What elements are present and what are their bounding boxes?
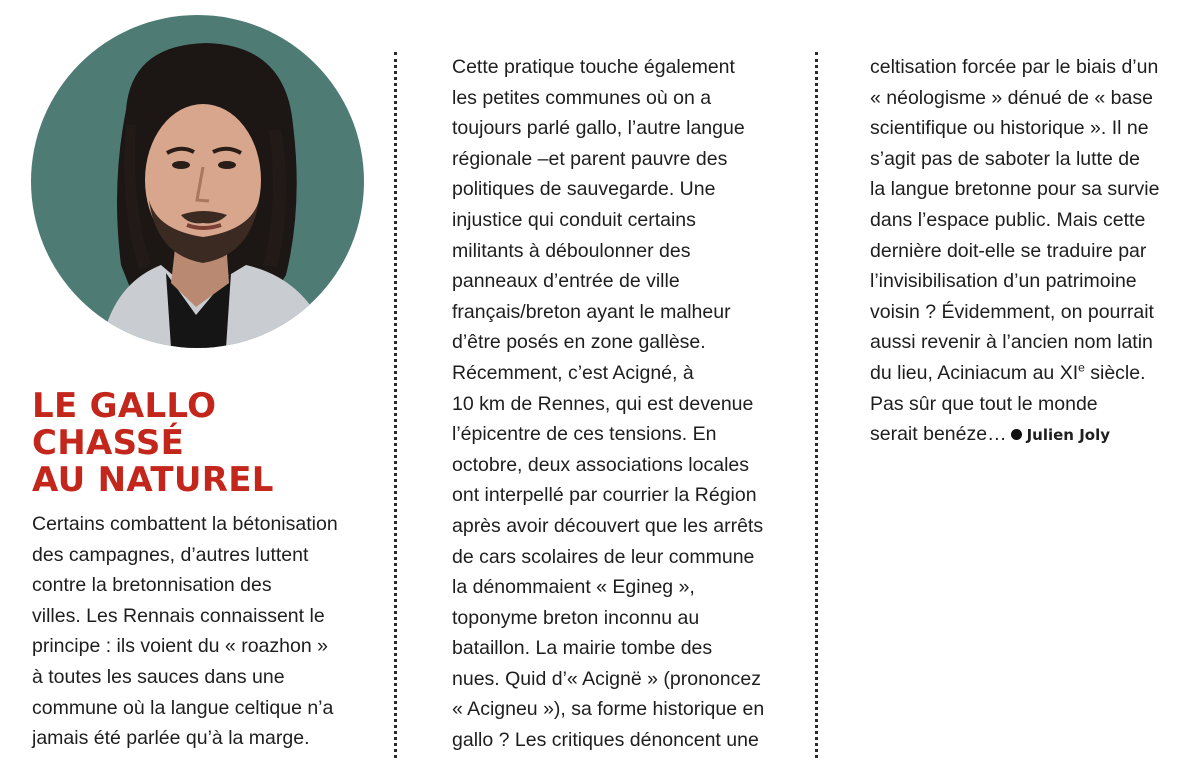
text-line: gallo ? Les critiques dénoncent une	[452, 729, 759, 752]
signoff-text: serait benéze…	[870, 423, 1007, 446]
text-line: la langue bretonne pour sa survie	[870, 178, 1160, 201]
text-line-century	[870, 358, 1159, 389]
text-line: « Acigneu »), sa forme historique en	[452, 698, 765, 721]
text-line: villes. Les Rennais connaissent le	[32, 604, 325, 627]
headline-line: CHASSÉ	[32, 423, 185, 463]
text-line: nues. Quid d’« Acignë » (prononcez	[452, 667, 761, 690]
text-line: dernière doit-elle se traduire par	[870, 239, 1147, 262]
text-line: des campagnes, d’autres luttent	[32, 543, 309, 566]
text-line: d’être posés en zone gallèse.	[452, 331, 706, 354]
column-divider	[815, 52, 818, 758]
text-line: principe : ils voient du « roazhon »	[32, 635, 328, 658]
text-line: l’épicentre de ces tensions. En	[452, 423, 717, 446]
text-line: dans l’espace public. Mais cette	[870, 208, 1146, 231]
author-portrait	[31, 15, 364, 348]
author-portrait-illustration	[31, 15, 364, 348]
text-line: la dénommaient « Egineg »,	[452, 576, 695, 599]
century-before: du lieu, Aciniacum au XI	[870, 361, 1079, 384]
text-line: aussi revenir à l’ancien nom latin	[870, 331, 1153, 354]
text-line: l’invisibilisation d’un patrimoine	[870, 270, 1137, 293]
text-line: de cars scolaires de leur commune	[452, 545, 755, 568]
text-line: commune où la langue celtique n’a	[32, 696, 334, 719]
article-headline	[32, 388, 274, 499]
text-line: politiques de sauvegarde. Une	[452, 178, 716, 201]
text-line: à toutes les sauces dans une	[32, 665, 285, 688]
text-line: français/breton ayant le malheur	[452, 300, 731, 323]
text-line: après avoir découvert que les arrêts	[452, 514, 764, 537]
text-line: octobre, deux associations locales	[452, 453, 750, 476]
headline-line: LE GALLO	[32, 386, 217, 426]
signoff-line	[870, 419, 1159, 451]
text-line: les petites communes où on a	[452, 86, 712, 109]
column-2-text	[452, 52, 764, 756]
text-line: voisin ? Évidemment, on pourrait	[870, 300, 1154, 323]
text-line: scientifique ou historique ». Il ne	[870, 117, 1149, 140]
text-line: jamais été parlée qu’à la marge.	[32, 727, 310, 750]
text-line: Pas sûr que tout le monde	[870, 392, 1098, 415]
headline-line: AU NATUREL	[32, 460, 274, 500]
text-line: Récemment, c’est Acigné, à	[452, 361, 694, 384]
text-line: toujours parlé gallo, l’autre langue	[452, 117, 745, 140]
end-bullet-icon	[1011, 429, 1022, 440]
author-name: Julien Joly	[1026, 426, 1111, 445]
text-line: contre la bretonnisation des	[32, 574, 272, 597]
text-line: bataillon. La mairie tombe des	[452, 637, 713, 660]
text-line: celtisation forcée par le biais d’un	[870, 56, 1159, 78]
text-line: régionale –et parent pauvre des	[452, 147, 728, 170]
column-3-text	[870, 52, 1159, 451]
text-line: Cette pratique touche également	[452, 56, 735, 78]
text-line: s’agit pas de saboter la lutte de	[870, 147, 1140, 170]
century-after: siècle.	[1084, 361, 1146, 384]
text-line: 10 km de Rennes, qui est devenue	[452, 392, 754, 415]
text-line: militants à déboulonner des	[452, 239, 691, 262]
text-line: toponyme breton inconnu au	[452, 606, 700, 629]
column-1-text	[32, 509, 338, 754]
text-line: injustice qui conduit certains	[452, 208, 696, 231]
text-line: ont interpellé par courrier la Région	[452, 484, 757, 507]
text-line: Certains combattent la bétonisation	[32, 513, 338, 535]
century-superscript: e	[1078, 360, 1085, 375]
column-divider	[394, 52, 397, 758]
text-line: « néologisme » dénué de « base	[870, 86, 1153, 109]
text-line: panneaux d’entrée de ville	[452, 270, 680, 293]
